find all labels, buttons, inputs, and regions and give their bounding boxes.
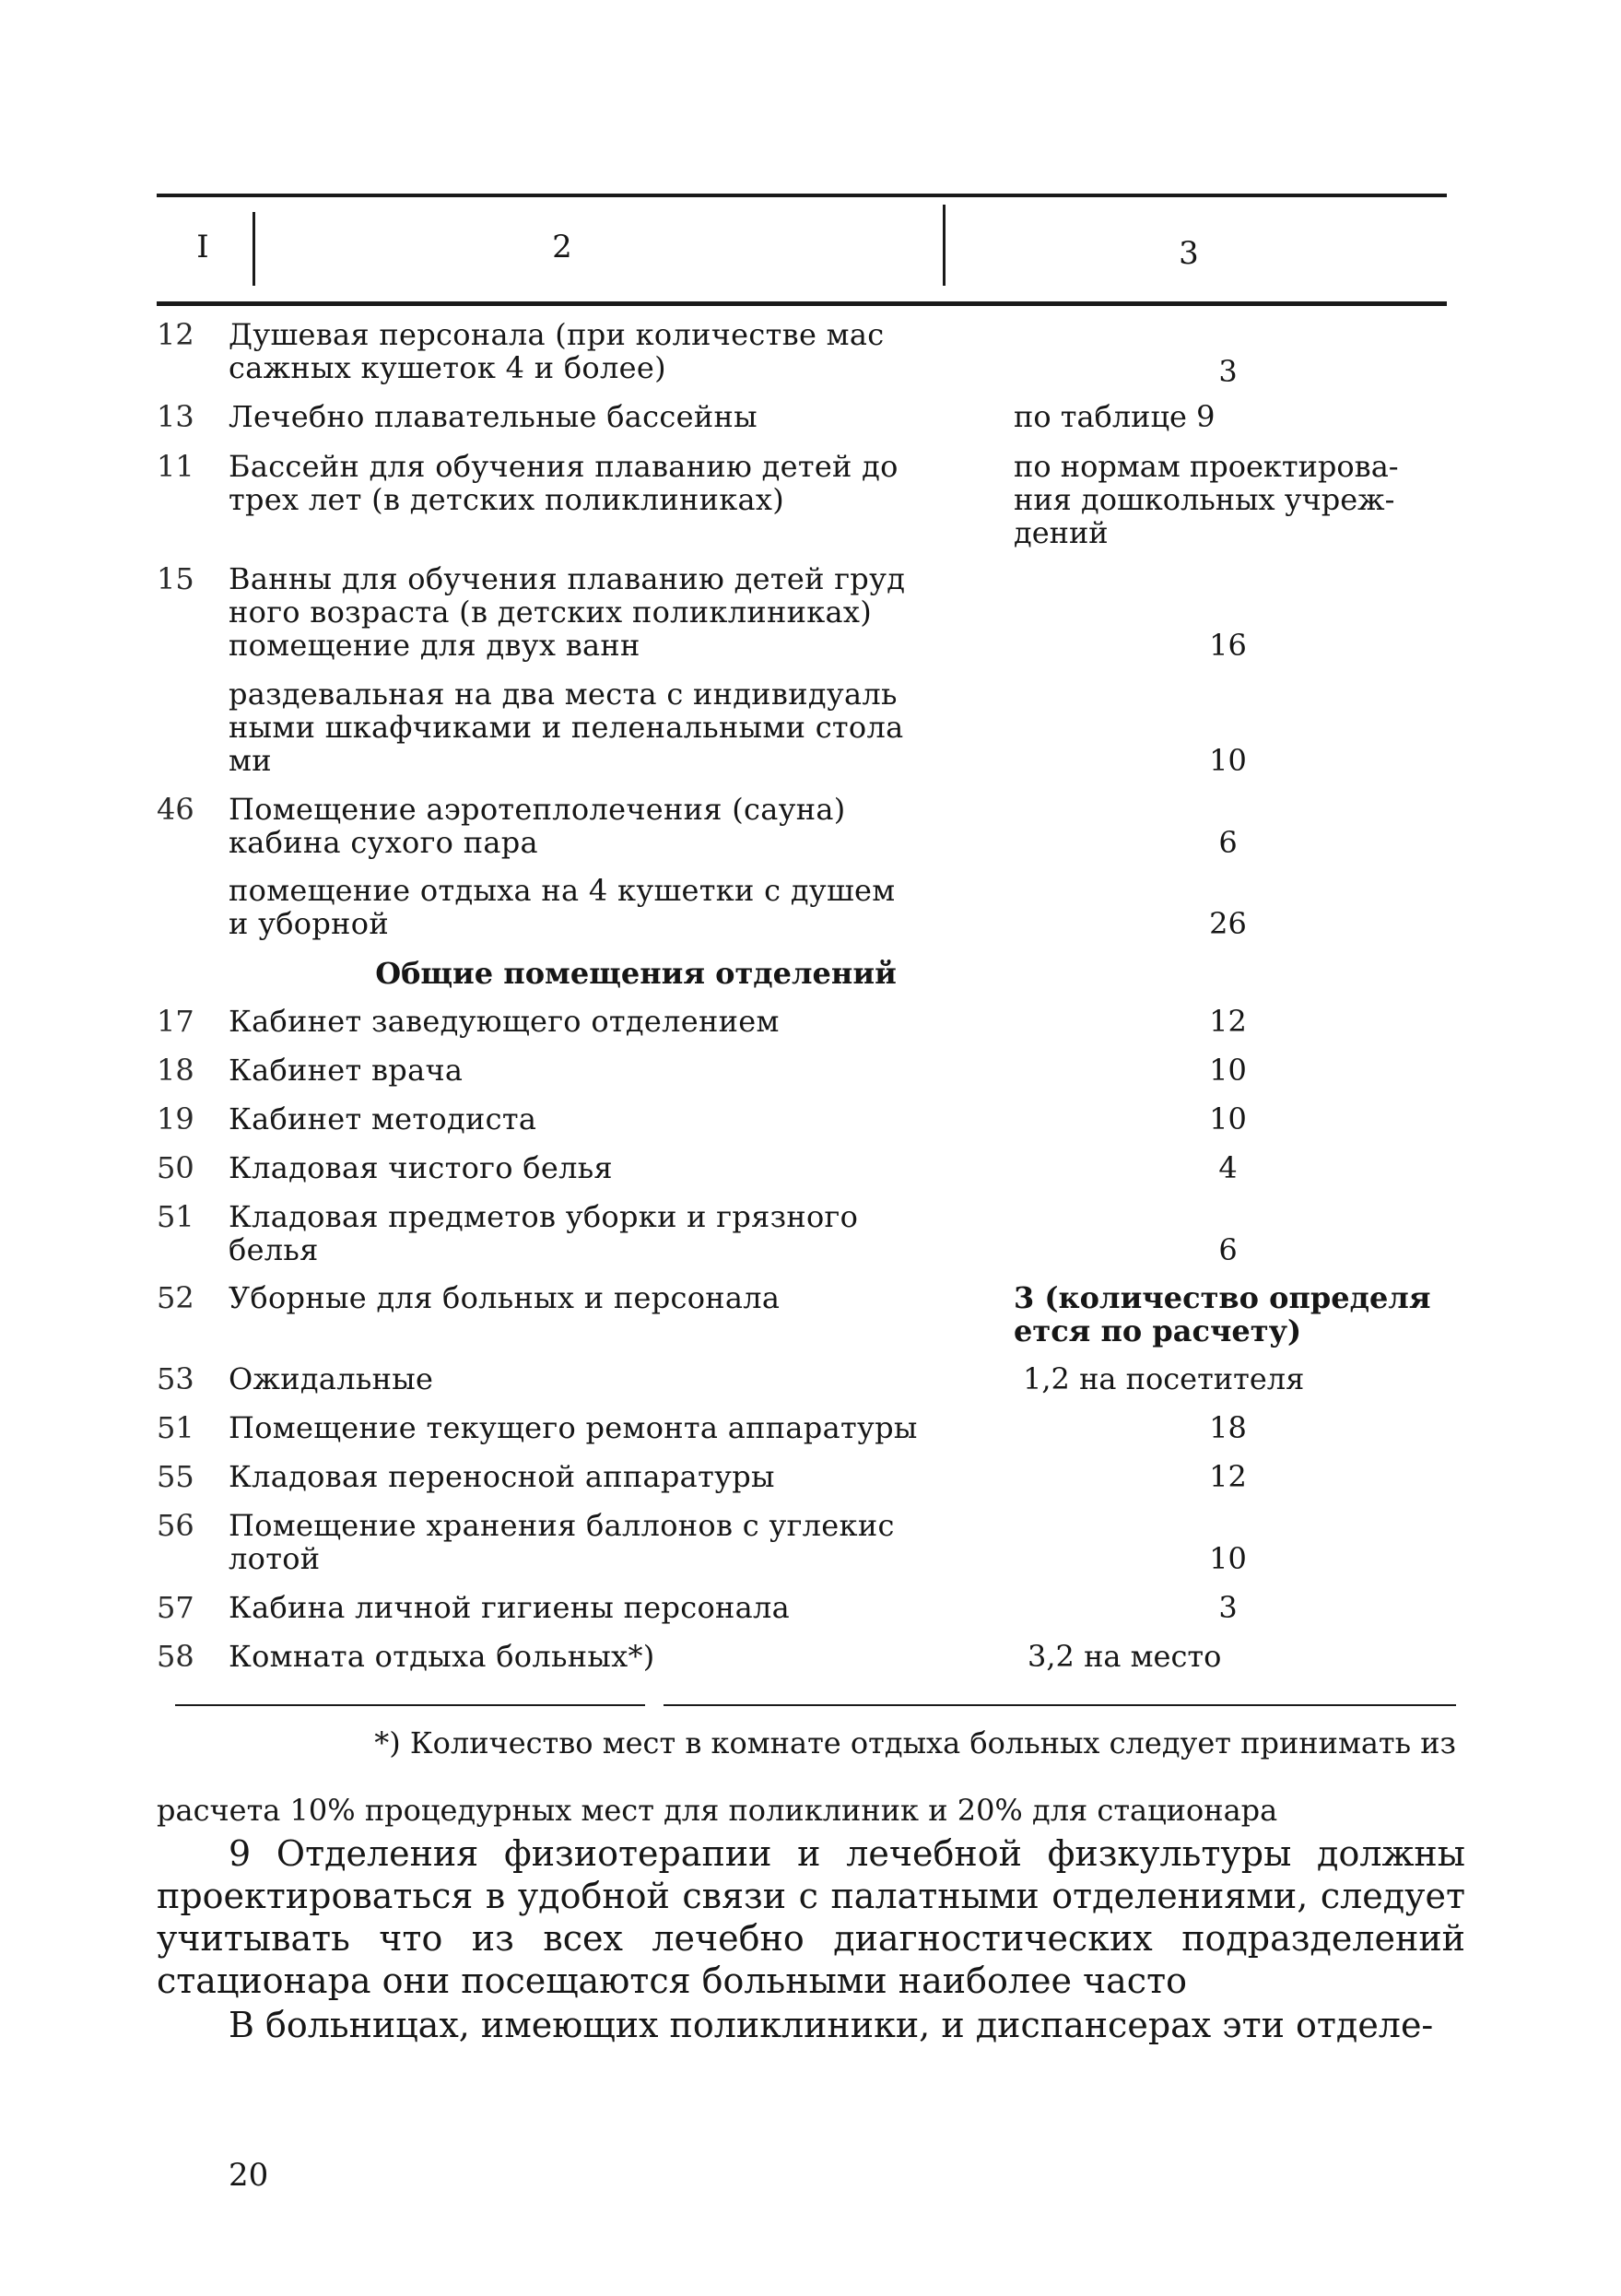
- room-area: 6: [1218, 1232, 1238, 1267]
- room-area: 3: [1218, 1590, 1238, 1625]
- row-number: 15: [157, 561, 194, 596]
- column-header-3: 3: [1179, 235, 1199, 272]
- row-number: 53: [157, 1361, 194, 1396]
- room-name: помещение отдыха на 4 кушетки с душем и уборной: [229, 873, 896, 941]
- room-name: Кабинет врача: [229, 1053, 464, 1088]
- row-number: 18: [157, 1053, 194, 1088]
- room-area: 3 (количество определя ется по расчету): [1014, 1280, 1431, 1348]
- section-heading: Общие помещения отделений: [375, 956, 897, 991]
- room-name: раздевальная на два места с индивидуаль ными шкафчиками и пеленальными стола ми: [229, 677, 904, 778]
- row-number: 11: [157, 449, 194, 484]
- room-area: 1,2 на посетителя: [1023, 1361, 1305, 1396]
- room-name: Кладовая переносной аппаратуры: [229, 1459, 775, 1494]
- body-paragraph-1: 9 Отделения физиотерапии и лечебной физкультуры должны проектироваться в удобной связи с палатными отделениями, следует учитывать что из всех лечебно диагностических подразделений стационара они посещаются больными наиболее часто: [157, 1833, 1465, 2001]
- room-area: 10: [1209, 1541, 1247, 1576]
- table-bottom-rule-left: [175, 1704, 645, 1706]
- room-area: 3,2 на место: [1028, 1639, 1222, 1674]
- room-area: 10: [1209, 743, 1247, 778]
- row-number: 58: [157, 1639, 194, 1674]
- room-area: 12: [1209, 1459, 1247, 1494]
- room-area: 16: [1209, 628, 1247, 663]
- table-top-rule: [157, 194, 1447, 197]
- room-name: Комната отдыха больных*): [229, 1639, 655, 1674]
- room-name: Кабина личной гигиены персонала: [229, 1590, 791, 1625]
- footnote-line-1: *) Количество мест в комнате отдыха больных следует принимать из: [374, 1725, 1456, 1760]
- room-area: 26: [1209, 906, 1247, 941]
- room-area: 12: [1209, 1004, 1247, 1039]
- row-number: 55: [157, 1459, 194, 1494]
- row-number: 57: [157, 1590, 194, 1625]
- room-area: 3: [1218, 354, 1238, 389]
- row-number: 13: [157, 399, 194, 434]
- column-header-1: I: [196, 229, 209, 265]
- column-divider-2: [943, 205, 946, 286]
- room-name: Ванны для обучения плаванию детей груд ного возраста (в детских поликлиниках) помещение для двух ванн: [229, 561, 906, 663]
- room-name: Кабинет заведующего отделением: [229, 1004, 780, 1039]
- room-name: Бассейн для обучения плаванию детей до трех лет (в детских поликлиниках): [229, 449, 899, 517]
- room-name: Помещение текущего ремонта аппаратуры: [229, 1410, 918, 1445]
- room-name: Помещение аэротеплолечения (сауна) кабина сухого пара: [229, 792, 846, 860]
- row-number: 51: [157, 1199, 194, 1234]
- column-divider-1: [253, 212, 255, 286]
- room-name: Лечебно плавательные бассейны: [229, 399, 758, 434]
- room-area: 18: [1209, 1410, 1247, 1445]
- room-name: Кладовая чистого белья: [229, 1150, 613, 1185]
- table-bottom-rule-right: [664, 1704, 1456, 1706]
- row-number: 17: [157, 1004, 194, 1039]
- room-area: 10: [1209, 1053, 1247, 1088]
- room-name: Кладовая предметов уборки и грязного белья: [229, 1199, 859, 1267]
- table-header-rule: [157, 301, 1447, 306]
- row-number: 19: [157, 1101, 194, 1136]
- row-number: 56: [157, 1508, 194, 1543]
- room-area: 10: [1209, 1101, 1247, 1136]
- body-paragraph-2: В больницах, имеющих поликлиники, и диспансерах эти отделе-: [229, 2005, 1434, 2045]
- room-name: Душевая персонала (при количестве мас сажных кушеток 4 и более): [229, 317, 885, 385]
- room-name: Ожидальные: [229, 1361, 434, 1396]
- footnote-line-2: расчета 10% процедурных мест для поликлиник и 20% для стационара: [157, 1793, 1278, 1828]
- room-area: 4: [1218, 1150, 1238, 1185]
- room-area: по таблице 9: [1014, 399, 1216, 434]
- room-area: по нормам проектирова- ния дошкольных учреж- дений: [1014, 449, 1399, 550]
- row-number: 12: [157, 317, 194, 352]
- column-header-2: 2: [552, 229, 572, 265]
- room-area: 6: [1218, 825, 1238, 860]
- row-number: 46: [157, 792, 194, 827]
- row-number: 50: [157, 1150, 194, 1185]
- row-number: 51: [157, 1410, 194, 1445]
- page-number: 20: [229, 2157, 269, 2194]
- room-name: Уборные для больных и персонала: [229, 1280, 781, 1315]
- room-name: Помещение хранения баллонов с углекис лотой: [229, 1508, 895, 1576]
- row-number: 52: [157, 1280, 194, 1315]
- room-name: Кабинет методиста: [229, 1101, 537, 1136]
